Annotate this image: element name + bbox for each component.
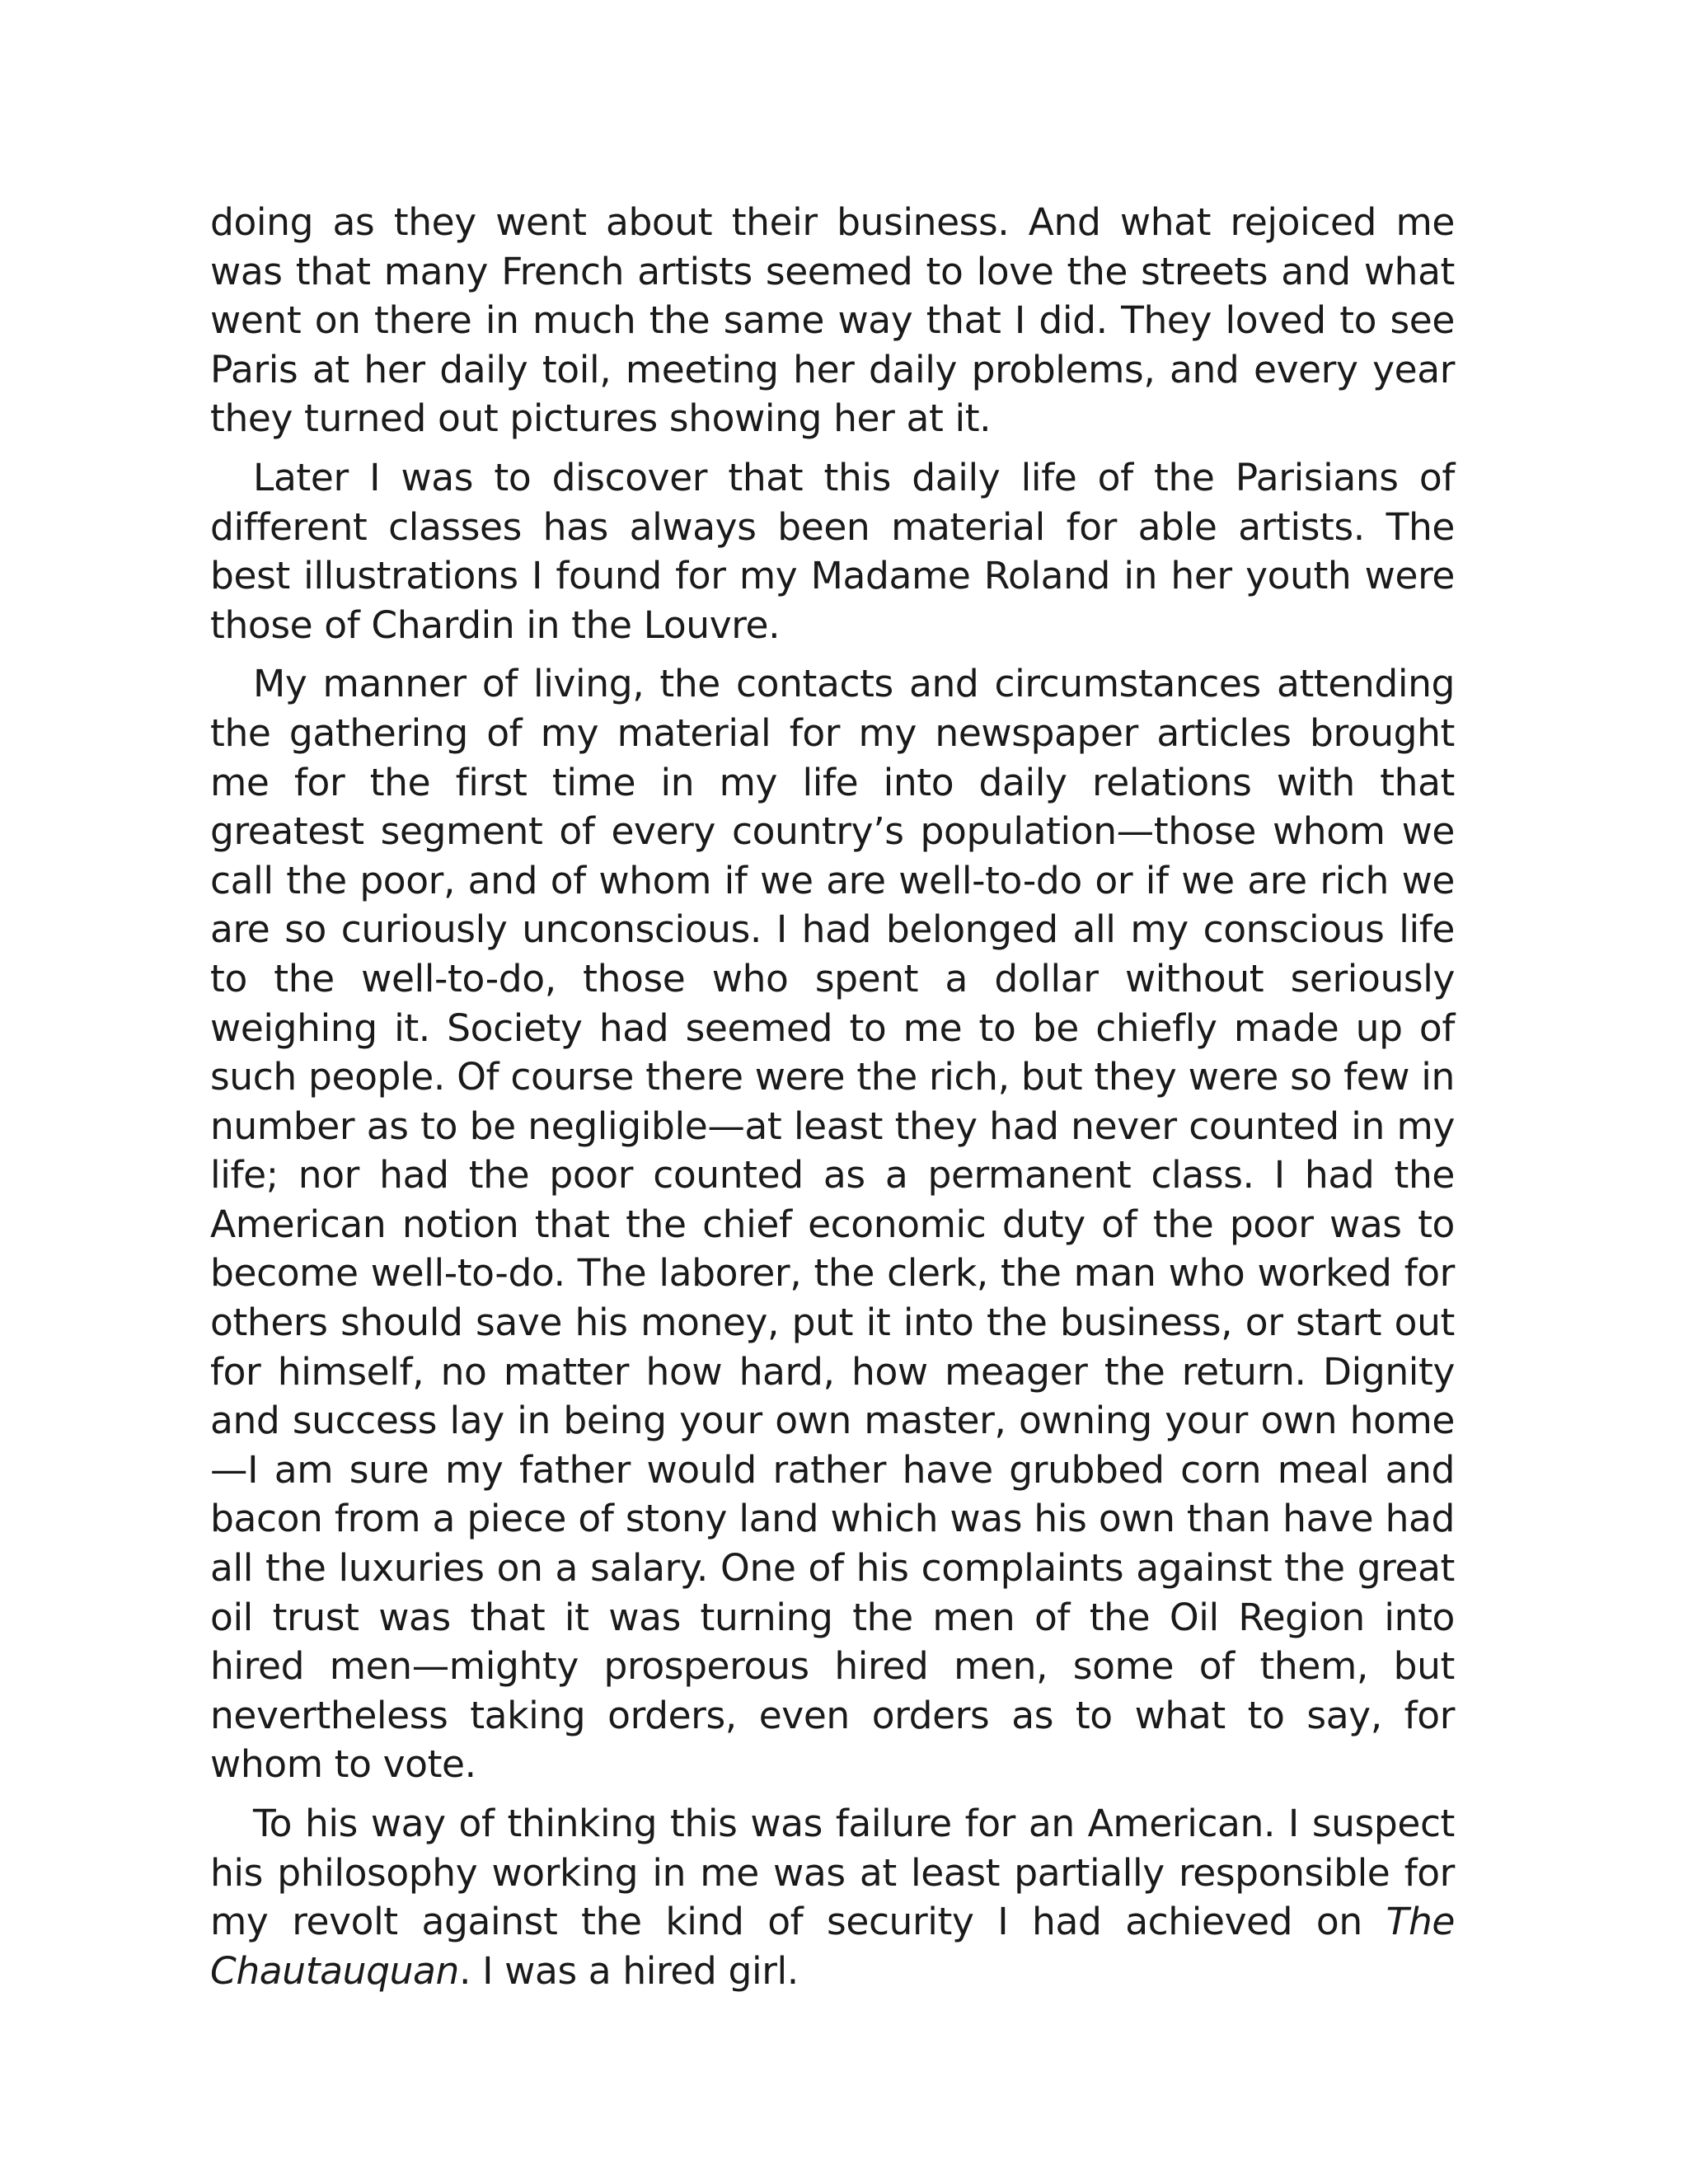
paragraph-4 xyxy=(210,1799,1455,1995)
paragraph-1: doing as they went about their business. And what rejoiced me was that many French artists seemed to love the streets and what went on there in much the same way that I did. They loved to see Paris at her daily toil, meeting her daily problems, and every year they turned out pictures showing her at it. xyxy=(210,200,1455,441)
book-page xyxy=(210,198,1455,2005)
paragraph-4-text-before: To his way of thinking this was failure for an American. I suspect his philosophy working in me was at least partially responsible for my revolt against the kind of security I had achieved on xyxy=(210,1802,1455,1944)
paragraph-2: Later I was to discover that this daily life of the Parisians of different classes has always been material for able artists. The best illustrations I found for my Madame Roland in her youth were those of Chardin in the Louvre. xyxy=(210,455,1455,647)
paragraph-3: My manner of living, the contacts and circumstances attending the gathering of my material for my newspaper articles brought me for the first time in my life into daily relations with that greatest segment of every country’s population—those whom we call the poor, and of whom if we are well-to-do or if we are rich we are so curiously unconscious. I had belonged all my conscious life to the well-to-do, those who spent a dollar without seriously weighing it. Society had seemed to me to be chiefly made up of such people. Of course there were the rich, but they were so few in number as to be negligible—at least they had never counted in my life; nor had the poor counted as a permanent class. I had the American notion that the chief economic duty of the poor was to become well-to-do. The laborer, the clerk, the man who worked for others should save his money, put it into the business, or start out for himself, no matter how hard, how meager the return. Dignity and success lay in being your own master, owning your own home—I am sure my father would rather have grubbed corn meal and bacon from a piece of stony land which was his own than have had all the luxuries on a salary. One of his complaints against the great oil trust was that it was turning the men of the Oil Region into hired men—mighty prosperous hired men, some of them, but nevertheless taking orders, even orders as to what to say, for whom to vote. xyxy=(210,662,1455,1787)
publication-title-italic: The Chautauquan xyxy=(210,1900,1455,1993)
paragraph-4-text-after: . I was a hired girl. xyxy=(458,1948,799,1993)
